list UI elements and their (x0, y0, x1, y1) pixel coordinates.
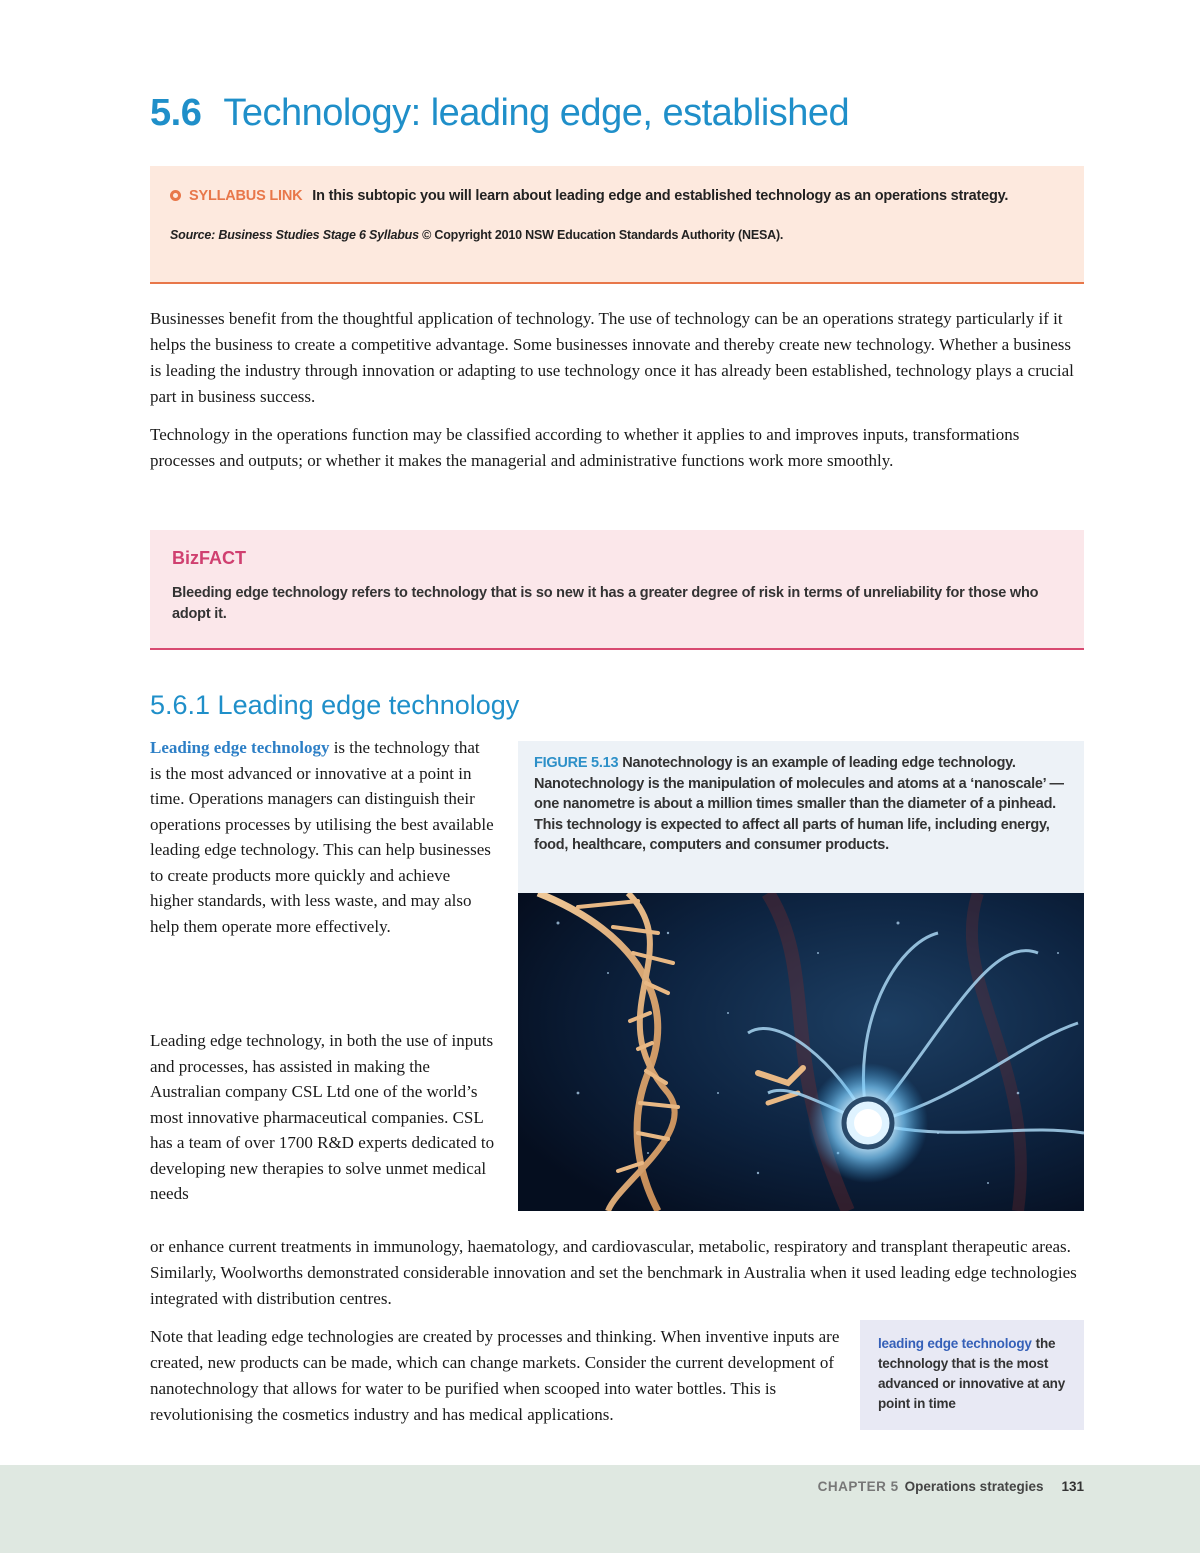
figure-label: FIGURE 5.13 (534, 755, 619, 771)
body-paragraph-1-text: is the technology that is the most advanced or innovative at a point in time. Operations managers can distinguish their operations processes by utilising the best available leading edge technology. This can help businesses to create products more quickly and achieve higher standards, with less waste, and may also help them operate more effectively. (150, 738, 494, 936)
page-number: 131 (1061, 1479, 1084, 1494)
syllabus-line (170, 186, 1064, 206)
subsection-title: 5.6.1 Leading edge technology (150, 690, 520, 720)
syllabus-source (170, 228, 1064, 242)
body-paragraph-2: Leading edge technology, in both the use of inputs and processes, has assisted in making the Australian company CSL Ltd one of the world’s most innovative pharmaceutical companies. CSL has a team of over 1700 R&D experts dedicated to developing new therapies to solve unmet medical needs (150, 1031, 495, 1203)
source-copyright: © Copyright 2010 NSW Education Standards Authority (NESA). (418, 228, 784, 242)
syllabus-target-icon (170, 190, 181, 201)
source-title: Business Studies Stage 6 Syllabus (218, 228, 419, 242)
glossary-term-link[interactable]: Leading edge technology (150, 738, 330, 757)
footer-text (818, 1479, 1084, 1494)
syllabus-link-box (150, 166, 1084, 284)
body-paragraph-2-continued: or enhance current treatments in immunology, haematology, and cardiovascular, metabolic, respiratory and transplant therapeutic areas. Similarly, Woolworths demonstrated considerable innovation and set the benchmark in Australia when it used leading edge technologies integrated with distribution centres. (150, 1237, 1077, 1308)
syllabus-text: In this subtopic you will learn about leading edge and established technology as an operations strategy. (312, 188, 1009, 204)
figure-5-13 (518, 741, 1084, 1211)
body-paragraph-1 (150, 735, 495, 939)
nanotechnology-image (518, 893, 1084, 1211)
margin-glossary (860, 1320, 1084, 1430)
section-title (150, 92, 849, 135)
page-footer (0, 1465, 1200, 1553)
bizfact-box (150, 530, 1084, 650)
footer-chapter-title: Operations strategies (904, 1479, 1044, 1494)
footer-chapter-label: CHAPTER 5 (817, 1479, 899, 1494)
intro-paragraph-1: Businesses benefit from the thoughtful application of technology. The use of technology can be an operations strategy particularly if it helps the business to create a competitive advantage. Some businesses innovate and thereby create new technology. Whether a business is leading the industry through innovation or adapting to use technology once it has already been established, technology plays a crucial part in business success. (150, 309, 1074, 406)
glossary-term: leading edge technology (878, 1336, 1032, 1351)
intro-paragraph-2: Technology in the operations function may be classified according to whether it applies to and improves inputs, transformations processes and outputs; or whether it makes the managerial and administrative functions work more smoothly. (150, 425, 1020, 470)
body-paragraph-3: Note that leading edge technologies are created by processes and thinking. When inventive inputs are created, new products can be made, which can change markets. Consider the current development of nanotechnology that allows for water to be purified when scooped into water bottles. This is revolutionising the cosmetics industry and has medical applications. (150, 1327, 840, 1424)
bizfact-title: BizFACT (172, 548, 246, 568)
figure-caption-text: Nanotechnology is an example of leading edge technology. Nanotechnology is the manipulation of molecules and atoms at a ‘nanoscale’ — one nanometre is about a million times smaller than the diameter of a pinhead. This technology is expected to affect all parts of human life, including energy, food, healthcare, computers and consumer products. (534, 755, 1064, 853)
glossary-definition: the technology that is the most advanced or innovative at any point in time (878, 1336, 1066, 1411)
section-title-text: Technology: leading edge, established (223, 92, 850, 134)
bizfact-text: Bleeding edge technology refers to technology that is so new it has a greater degree of risk in terms of unreliability for those who adopt it. (172, 585, 1039, 622)
syllabus-label: SYLLABUS LINK (189, 188, 303, 204)
figure-caption (534, 753, 1074, 856)
source-prefix: Source: (170, 228, 219, 242)
section-number: 5.6 (150, 92, 202, 134)
